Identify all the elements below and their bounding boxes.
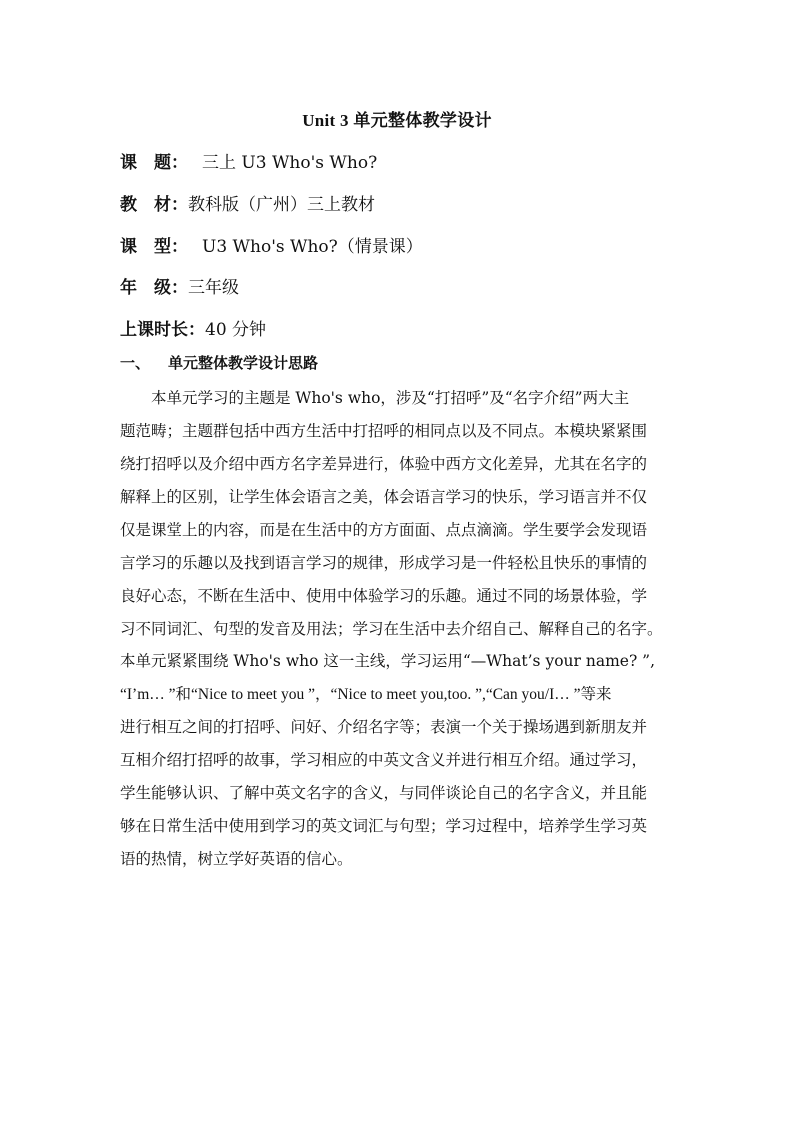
paragraph-line: 语的热情，树立学好英语的信心。 xyxy=(120,850,353,868)
paragraph-line: 解释上的区别，让学生体会语言之美，体会语言学习的快乐，学习语言并不仅 xyxy=(120,488,648,506)
section-number: 一、 xyxy=(120,354,151,372)
paragraph-line: 绕打招呼以及介绍中西方名字差异进行，体验中西方文化差异，尤其在名字的 xyxy=(120,455,648,473)
paragraph-line: “I’m… ”和“Nice to meet you ”，“Nice to meet you,too. ”,“Can you/I… ”等来 xyxy=(120,686,612,703)
field-label: 课 型： xyxy=(120,237,188,257)
field-duration xyxy=(120,315,266,340)
field-value: 教科版（广州）三上教材 xyxy=(188,195,375,215)
field-label: 教 材： xyxy=(120,195,188,215)
paragraph-line: 良好心态，不断在生活中、使用中体验学习的乐趣。通过不同的场景体验，学 xyxy=(120,587,648,605)
field-textbook xyxy=(120,190,375,215)
field-grade xyxy=(120,273,239,298)
field-value: 三年级 xyxy=(188,278,239,298)
paragraph-line: 言学习的乐趣以及找到语言学习的规律，形成学习是一件轻松且快乐的事情的 xyxy=(120,554,648,572)
field-course-topic xyxy=(120,148,377,173)
section-heading xyxy=(120,352,318,373)
field-lesson-type xyxy=(120,232,423,257)
paragraph-line: 本单元紧紧围绕 Who's who 这一主线，学习运用“—What’s your name? ”, xyxy=(120,652,656,670)
paragraph-line: 习不同词汇、句型的发音及用法；学习在生活中去介绍自己、解释自己的名字。 xyxy=(120,620,663,638)
paragraph-line: 够在日常生活中使用到学习的英文词汇与句型；学习过程中，培养学生学习英 xyxy=(120,817,648,835)
field-label: 课 题： xyxy=(120,153,188,173)
field-value: U3 Who's Who?（情景课） xyxy=(202,237,423,257)
field-value: 40 分钟 xyxy=(205,320,267,340)
field-label: 年 级： xyxy=(120,278,188,298)
paragraph-unit-mainline xyxy=(120,645,680,876)
paragraph-line: 本单元学习的主题是 Who's who，涉及“打招呼”及“名字介绍”两大主 xyxy=(151,389,630,407)
field-label: 上课时长： xyxy=(120,320,205,340)
section-title: 单元整体教学设计思路 xyxy=(168,354,319,372)
paragraph-line: 仅是课堂上的内容，而是在生活中的方方面面、点点滴滴。学生要学会发现语 xyxy=(120,521,648,539)
paragraph-line: 学生能够认识、了解中英文名字的含义，与同伴谈论自己的名字含义，并且能 xyxy=(120,784,648,802)
paragraph-line: 进行相互之间的打招呼、问好、介绍名字等；表演一个关于操场遇到新朋友并 xyxy=(120,718,648,736)
paragraph-line: 互相介绍打招呼的故事，学习相应的中英文含义并进行相互介绍。通过学习， xyxy=(120,751,648,769)
field-value: 三上 U3 Who's Who? xyxy=(202,153,378,173)
document-title: Unit 3 单元整体教学设计 xyxy=(302,111,492,130)
paragraph-unit-theme xyxy=(120,382,680,646)
paragraph-line: 题范畴；主题群包括中西方生活中打招呼的相同点以及不同点。本模块紧紧围 xyxy=(120,422,648,440)
